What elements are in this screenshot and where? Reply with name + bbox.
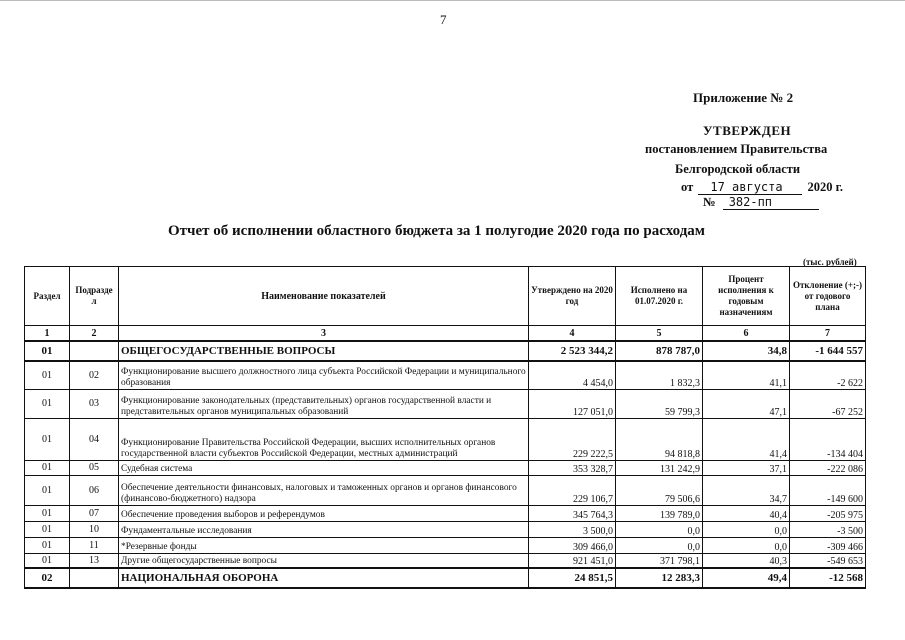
deviation-cell: -549 653 [790,553,866,568]
podrazdel-cell [70,568,119,588]
deviation-cell: -134 404 [790,418,866,460]
table-row [25,475,866,505]
column-header: Наименование показателей [119,267,529,326]
number-prefix: № [703,195,716,209]
name-cell: ОБЩЕГОСУДАРСТВЕННЫЕ ВОПРОСЫ [119,341,529,361]
approved-cell: 127 051,0 [529,389,616,418]
column-header: Процент исполнения к годовым назначениям [703,267,790,326]
deviation-cell: -2 622 [790,361,866,389]
approved-label: УТВЕРЖДЕН [703,123,792,138]
date-prefix: от [681,180,694,194]
page-top-rule [0,0,905,1]
razdel-cell: 01 [25,475,70,505]
table-row [25,537,866,553]
razdel-cell: 02 [25,568,70,588]
name-cell: НАЦИОНАЛЬНАЯ ОБОРОНА [119,568,529,588]
razdel-cell: 01 [25,341,70,361]
executed-cell: 878 787,0 [616,341,703,361]
razdel-cell: 01 [25,521,70,537]
column-number: 5 [616,326,703,342]
podrazdel-cell: 11 [70,537,119,553]
name-cell: Фундаментальные исследования [119,521,529,537]
page-number: 7 [440,12,447,27]
name-cell: Другие общегосударственные вопросы [119,553,529,568]
percent-cell: 41,1 [703,361,790,389]
approved-cell: 345 764,3 [529,505,616,521]
decree-label: постановлением Правительства [645,142,828,156]
name-cell: *Резервные фонды [119,537,529,553]
podrazdel-cell: 04 [70,418,119,460]
name-cell: Обеспечение проведения выборов и референдумов [119,505,529,521]
percent-cell: 40,3 [703,553,790,568]
executed-cell: 94 818,8 [616,418,703,460]
percent-cell: 34,7 [703,475,790,505]
name-cell: Обеспечение деятельности финансовых, налоговых и таможенных органов и органов финансового (финансово-бюджетного) надзора [119,475,529,505]
approved-cell: 353 328,7 [529,460,616,475]
percent-cell: 49,4 [703,568,790,588]
table-row [25,521,866,537]
column-header: Подразде л [70,267,119,326]
approved-cell: 309 466,0 [529,537,616,553]
executed-cell: 79 506,6 [616,475,703,505]
podrazdel-cell: 05 [70,460,119,475]
name-cell: Функционирование законодательных (представительных) органов государственной власти и представительных органов муниципальных образований [119,389,529,418]
table-row [25,418,866,460]
budget-table [24,266,866,589]
podrazdel-cell [70,341,119,361]
decree-number-line [703,195,819,210]
percent-cell: 47,1 [703,389,790,418]
table-row [25,361,866,389]
name-cell: Судебная система [119,460,529,475]
approved-cell: 2 523 344,2 [529,341,616,361]
deviation-cell: -3 500 [790,521,866,537]
percent-cell: 0,0 [703,521,790,537]
executed-cell: 0,0 [616,521,703,537]
table-row [25,505,866,521]
deviation-cell: -149 600 [790,475,866,505]
date-handwritten: 17 августа [698,180,802,195]
percent-cell: 41,4 [703,418,790,460]
razdel-cell: 01 [25,418,70,460]
table-header-row [25,267,866,326]
podrazdel-cell: 07 [70,505,119,521]
razdel-cell: 01 [25,553,70,568]
decree-date-line [681,180,843,195]
razdel-cell: 01 [25,505,70,521]
podrazdel-cell: 06 [70,475,119,505]
deviation-cell: -222 086 [790,460,866,475]
podrazdel-cell: 02 [70,361,119,389]
date-year: 2020 г. [807,180,844,194]
region-label: Белгородской области [675,162,801,176]
table-row [25,460,866,475]
column-number: 4 [529,326,616,342]
column-header: Утверждено на 2020 год [529,267,616,326]
podrazdel-cell: 13 [70,553,119,568]
approved-cell: 4 454,0 [529,361,616,389]
razdel-cell: 01 [25,537,70,553]
table-row [25,389,866,418]
podrazdel-cell: 10 [70,521,119,537]
percent-cell: 34,8 [703,341,790,361]
executed-cell: 1 832,3 [616,361,703,389]
column-number: 1 [25,326,70,342]
executed-cell: 131 242,9 [616,460,703,475]
column-number: 6 [703,326,790,342]
razdel-cell: 01 [25,361,70,389]
executed-cell: 0,0 [616,537,703,553]
deviation-cell: -1 644 557 [790,341,866,361]
column-number: 3 [119,326,529,342]
podrazdel-cell: 03 [70,389,119,418]
column-number: 7 [790,326,866,342]
name-cell: Функционирование Правительства Российской Федерации, высших исполнительных органов государственной власти субъектов Российской Федерации, местных администраций [119,418,529,460]
column-header: Отклонение (+;-) от годового плана [790,267,866,326]
column-header: Исполнено на 01.07.2020 г. [616,267,703,326]
deviation-cell: -309 466 [790,537,866,553]
executed-cell: 139 789,0 [616,505,703,521]
approved-cell: 229 222,5 [529,418,616,460]
units-label: (тыс. рублей) [803,257,857,267]
approved-cell: 3 500,0 [529,521,616,537]
column-header: Раздел [25,267,70,326]
table-row [25,341,866,361]
executed-cell: 371 798,1 [616,553,703,568]
percent-cell: 0,0 [703,537,790,553]
report-title: Отчет об исполнении областного бюджета за 1 полугодие 2020 года по расходам [168,223,706,239]
executed-cell: 12 283,3 [616,568,703,588]
deviation-cell: -12 568 [790,568,866,588]
deviation-cell: -205 975 [790,505,866,521]
appendix-label: Приложение № 2 [693,90,794,105]
percent-cell: 40,4 [703,505,790,521]
razdel-cell: 01 [25,460,70,475]
approved-cell: 24 851,5 [529,568,616,588]
deviation-cell: -67 252 [790,389,866,418]
column-number: 2 [70,326,119,342]
column-number-row [25,326,866,342]
executed-cell: 59 799,3 [616,389,703,418]
razdel-cell: 01 [25,389,70,418]
approved-cell: 229 106,7 [529,475,616,505]
table-row [25,568,866,588]
approved-cell: 921 451,0 [529,553,616,568]
percent-cell: 37,1 [703,460,790,475]
name-cell: Функционирование высшего должностного лица субъекта Российской Федерации и муниципального образования [119,361,529,389]
number-handwritten: 382-пп [723,195,819,210]
table-row [25,553,866,568]
